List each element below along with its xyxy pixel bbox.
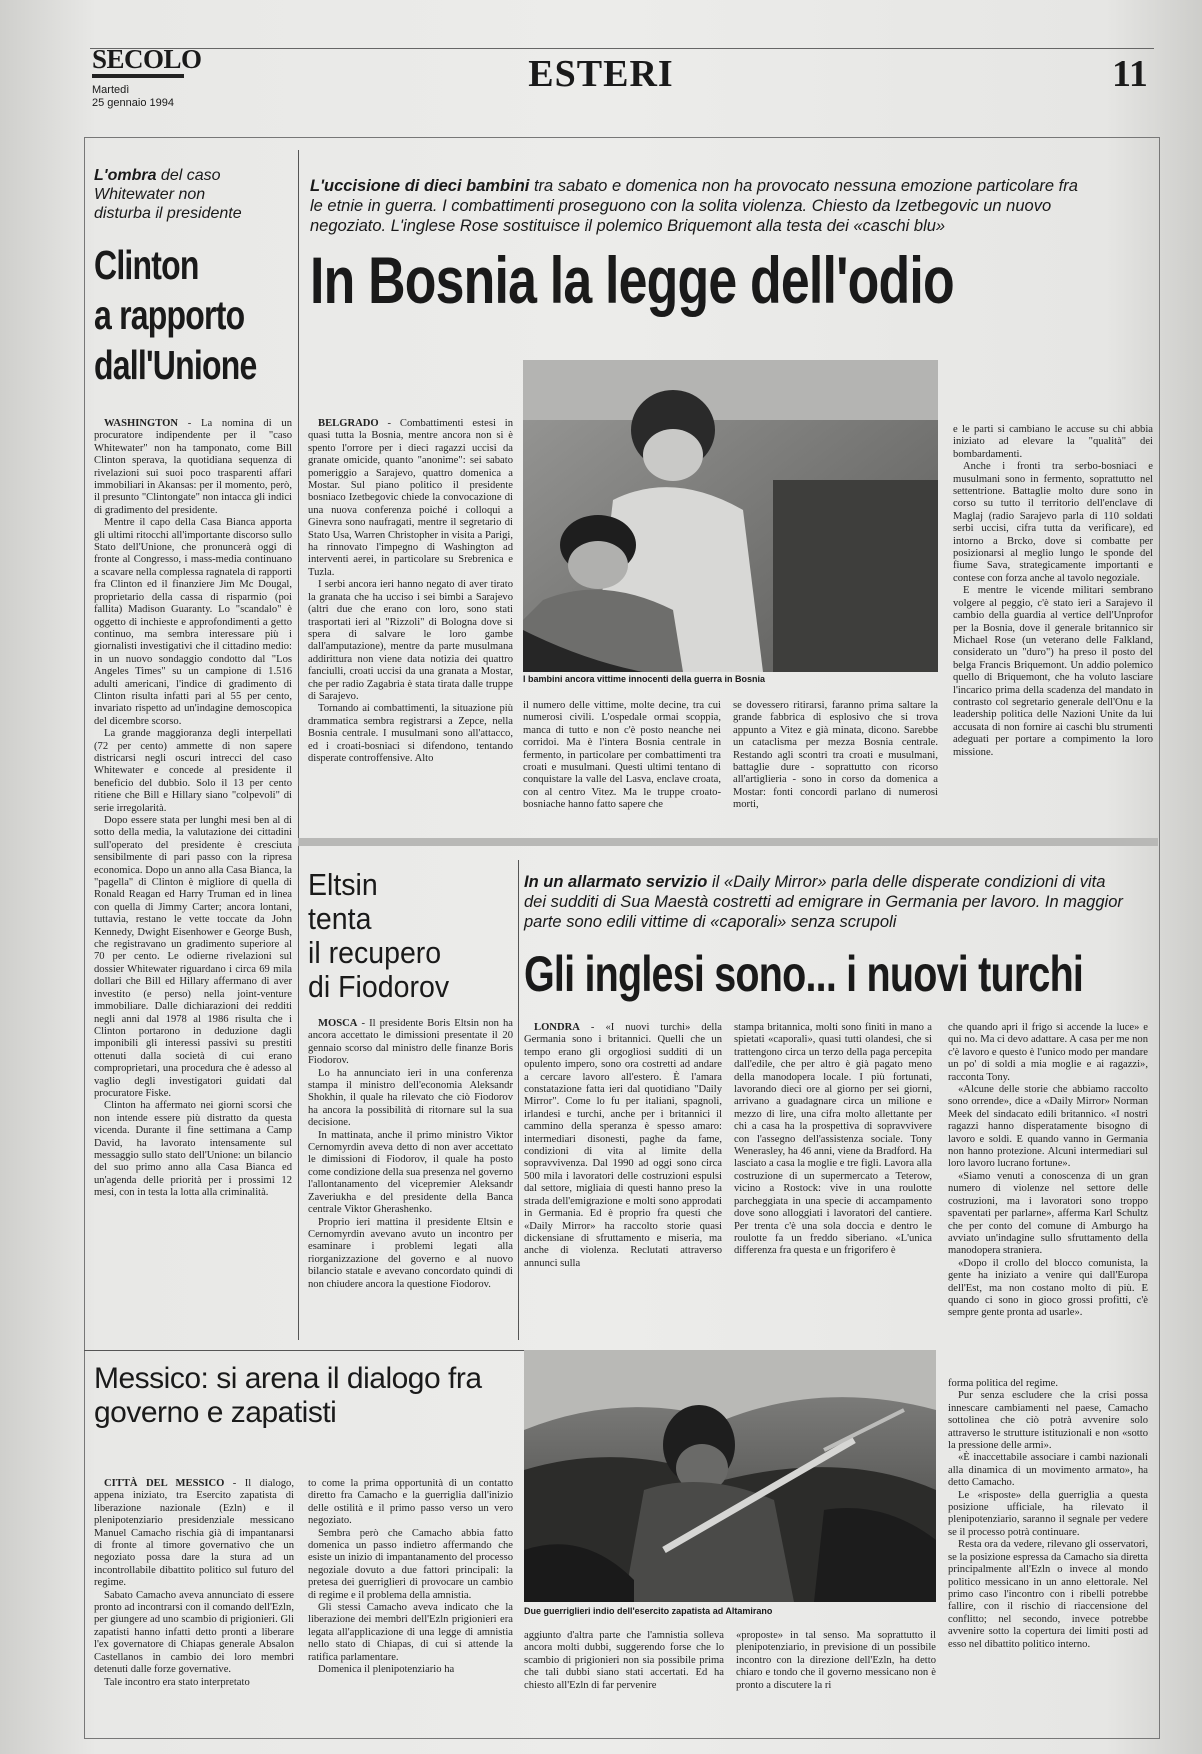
bosnia-photo-image	[523, 360, 938, 672]
section-band	[298, 838, 1158, 846]
eltsin-paragraph-3: In mattinata, anche il primo ministro Viktor Cernomyrdin aveva detto di non aver accettato le dimissioni di Fiodorov, il quale ha posto come condizione della sua presenza nel governo l'allontanamento del vicepremier Aleksandr Zaveriukha e del presidente della Banca centrale Viktor Gherashenko.	[308, 1129, 513, 1216]
messico-paragraph-1: Il dialogo, appena iniziato, tra Esercito zapatista di liberazione nazionale (Ezln) e il plenipotenziario presidenziale messicano Manuel Camacho rischia già di impantanarsi di fronte al timore governativo che un negoziato possa dare la stura ad un incontrollabile dibattito politico sul futuro del regime.	[94, 1478, 295, 1589]
messico-col2-paragraph-4: Domenica il plenipotenziario ha	[318, 1664, 455, 1676]
inglesi-kicker-rest: il «Daily Mirror» parla delle disperate condizioni di vita dei sudditi di Sua Maestà costretti ad emigrare in Germania per lavoro. In maggior parte sono edili vittime di «caporali» senza scrupoli	[524, 873, 1123, 931]
eltsin-paragraph-1: Il presidente Boris Eltsin non ha ancora accettato le dimissioni presentate il 20 gennaio scorso dal ministro delle finanze Boris Fiodorov.	[308, 1018, 513, 1067]
messico-col2-paragraph-1: to come la prima opportunità di un contatto diretto fra Camacho e la guerriglia dall'inizio delle ostilità e il primo passo verso un vero negoziato.	[308, 1478, 513, 1527]
clinton-paragraph-2: Mentre il capo della Casa Bianca apporta gli ultimi ritocchi all'importante discorso sullo Stato dell'Unione, che pronuncerà oggi di fronte al Congresso, i mass-media continuano a scavare nella complessa ragnatela di rapporti fra Clinton ed il finanziere Jim Mc Dougal, proprietario della cassa di risparmio (poi fallita) Madison Guaranty. Lo "scandalo" è oggetto di inchieste e approfondimenti a getto continuo, ma sembra interessare più i giornalisti investigativi che il cittadino medio: in un nuovo sondaggio condotto dal "Los Angeles Times" su un campione di 1.516 adulti americani, l'indice di gradimento di Clinton risulta infatti pari al 55 per cento, invariato rispetto ad un'indagine demoscopica del dicembre scorso.	[94, 517, 292, 727]
bosnia-body-col-1: BELGRADO - Combattimenti estesi in quasi tutta la Bosnia, mentre ancora non si è spento l'orrore per i dieci ragazzi uccisi da granate omicide, quanto "anonime": sei sabato pomeriggio a Sarajevo, quattro domenica a Mostar. Sul piano politico il presidente bosniaco Izetbegovic chiede la convocazione di una nuova conferenza poiché i colloqui a Ginevra sono naufragati, mentre il segretario di Stato Usa, Warren Christopher in visita a Parigi, ha rinnovato l'impegno di Washington ad interventi aerei, in particolare su Srebrenica e Tuzla. I serbi ancora ieri hanno negato di aver tirato la granata che ha ucciso i sei bimbi a Sarajevo (altri due che erano con loro, sono stati trasportati ieri al "Rizzoli" di Bologna dove si spera di salvare le loro gambe dall'amputazione), mentre da parte musulmana addirittura non viene data notizia dei quattro fanciulli, croati uccisi da una granata a Mostar, che per radio Zagabria è stata tirata dalle truppe di Sarajevo. Tornando ai combattimenti, la situazione più drammatica sembra registrarsi a Zepce, nella Bosnia centrale. I musulmani sono all'attacco, ed i croati-bosniaci si difendono, tentando disperate controffensive. Alto	[308, 418, 513, 764]
messico-col5-paragraph-5: Resta ora da vedere, rilevano gli osservatori, se la posizione espressa da Camacho sia diretta principalmente all'Ezln o invece al mondo politico messicano in un anno elettorale. Nel primo caso l'incontro con i ribelli potrebbe fallire, con il rischio di riaccensione del conflitto; nel secondo, invece potrebbe avvenire sotto la copertura dei limiti posti ad esso nel dibattito politico interno.	[948, 1539, 1148, 1650]
inglesi-col3-paragraph-2: «Alcune delle storie che abbiamo raccolto sono orrende», dice a «Daily Mirror» Norman Meek del sindacato edili britannico. «I nostri ragazzi hanno disperatamente bisogno di lavoro e soldi. E quando vanno in Germania non hanno protezione. Alcuni intermediari sul loro lavoro lucrano fortune».	[948, 1084, 1148, 1170]
messico-dateline: CITTÀ DEL MESSICO	[104, 1478, 225, 1489]
bosnia-col4-paragraph-2: Anche i fronti tra serbo-bosniaci e musulmani sono in fermento, soprattutto nel settentrione. Battaglie molto dure sono in corso su tutto il territorio dell'enclave di Maglaj (radio Sarajevo parla di 110 soldati serbi uccisi, cifra tutta da verificare), ed intorno a Brcko, dove si combatte per posizionarsi al meglio lungo le sponde del fiume Sava, strategicamente importanti e contese con forza anche al tavolo negoziale.	[953, 461, 1153, 584]
messico-paragraph-3: Tale incontro era stato interpretato	[104, 1676, 250, 1688]
section-rule	[84, 1350, 524, 1351]
bosnia-col2-text: il numero delle vittime, molte decine, tra cui numerosi civili. L'ospedale ormai scoppia, manca di tutto e non c'è posto neanche nei corridoi. Ma è l'intera Bosnia centrale in fermento, in particolare per combattimenti tra croati e musulmani. Questi ultimi tentano di conquistare la valle del Lasva, enclave croata, con al centro Vitez. Ma le truppe croato-bosniache hanno fatto sapere che	[523, 700, 721, 811]
page-number: 11	[1112, 53, 1148, 95]
bosnia-col4-paragraph-1: e le parti si cambiano le accuse su chi abbia iniziato ad elevare la "qualità" dei bombardamenti.	[953, 424, 1153, 460]
eltsin-headline-line-1: Eltsin	[308, 867, 378, 902]
messico-photo	[524, 1350, 936, 1602]
top-rule	[90, 48, 1154, 49]
messico-photo-caption: Due guerriglieri indio dell'esercito zapatista ad Altamirano	[524, 1606, 773, 1616]
messico-col2-paragraph-3: Gli stessi Camacho aveva indicato che la liberazione dei membri dell'Ezln prigionieri era legata all'applicazione di una legge di amnistia nello stato di Chiapas, di cui si attende la ratifica parlamentare.	[308, 1602, 513, 1663]
clinton-paragraph-3: La grande maggioranza degli interpellati (72 per cento) ammette di non sapere districarsi negli oscuri intrecci del caso Whitewater e concede al presidente il beneficio del dubbio. Solo il 13 per cento ritiene che Bill e Hillary siano "colpevoli" di serie irregolarità.	[94, 728, 292, 814]
masthead-date-text: 25 gennaio 1994	[92, 97, 174, 109]
inglesi-kicker	[524, 872, 1124, 932]
clinton-dateline: WASHINGTON	[104, 418, 178, 429]
messico-col5-paragraph-4: Le «risposte» della guerriglia a questa posizione ufficiale, ha rilevato il plenipotenziario, saranno il segnale per vedere se il processo potrà continuare.	[948, 1489, 1148, 1538]
messico-headline: Messico: si arena il dialogo fra governo e zapatisti	[94, 1362, 482, 1429]
clinton-headline-line-3: dall'Unione	[94, 342, 257, 388]
bosnia-photo-caption: I bambini ancora vittime innocenti della guerra in Bosnia	[523, 674, 766, 684]
inglesi-body-col-3	[948, 1022, 1148, 1340]
eltsin-headline-line-2: tenta	[308, 901, 372, 936]
messico-col5-paragraph-1: forma politica del regime.	[948, 1378, 1059, 1389]
column-divider	[518, 860, 519, 1340]
clinton-paragraph-5: Clinton ha affermato nei giorni scorsi che non intende essere più distratto da questa vicenda. Durante il fine settimana a Camp David, ha lavorato intensamente sul messaggio sullo stato dell'Unione: un bilancio del suo primo anno alla Casa Bianca ed un'agenda delle priorità per i prossimi 12 mesi, con in testa la lotta alla criminalità.	[94, 1100, 292, 1199]
clinton-kicker	[94, 166, 259, 223]
bosnia-kicker-rest: tra sabato e domenica non ha provocato nessuna emozione particolare fra le etnie in guerra. I combattimenti proseguono con la solita violenza. Chiesto da Izetbegovic un nuovo negoziato. L'inglese Rose sostituisce il polemico Briquemont alla testa dei «caschi blu»	[310, 177, 1078, 235]
messico-paragraph-2: Sabato Camacho aveva annunciato di essere pronto ad incontrarsi con il comando dell'Ezln, per giungere ad uno scambio di prigionieri. Gli zapatisti hanno infatti detto pronti a liberare l'ex governatore di Chiapas generale Absalon Castellanos in cambio dei loro membri detenuti dalle forze governative.	[94, 1589, 294, 1676]
messico-body-col-1: CITTÀ DEL MESSICO - Il dialogo, appena iniziato, tra Esercito zapatista di liberazione nazionale (Ezln) e il plenipotenziario presidenziale messicano Manuel Camacho rischia già di impantanarsi di fronte al timore governativo che un negoziato possa dare la stura ad un incontrollabile dibattito politico sul futuro del regime. Sabato Camacho aveva annunciato di essere pronto ad incontrarsi con il comando dell'Ezln, per giungere ad uno scambio di prigionieri. Gli zapatisti hanno infatti detto pronti a liberare l'ex governatore di Chiapas generale Absalon Castellanos in cambio dei loro membri detenuti dalle forze governative. Tale incontro era stato interpretato	[94, 1478, 295, 1688]
column-divider	[298, 150, 299, 1340]
messico-col5-paragraph-2: Pur senza escludere che la crisi possa innescare cambiamenti nel paese, Camacho sottolinea che ciò potrà avvenire solo attraverso le strutture istituzionali e non «sotto la pressione delle armi».	[948, 1390, 1148, 1452]
bosnia-paragraph-2: I serbi ancora ieri hanno negato di aver tirato la granata che ha ucciso i sei bimbi a Sarajevo (altri due che erano con loro, sono stati trasportati ieri al "Rizzoli" di Bologna dove si spera di salvare le loro gambe dall'amputazione), mentre da parte musulmana addirittura non viene data notizia dei quattro fanciulli, croati uccisi da una granata a Mostar, che per radio Zagabria è stata tirata dalle truppe di Sarajevo.	[308, 579, 513, 702]
inglesi-dateline: LONDRA	[534, 1022, 580, 1033]
eltsin-headline-line-3: il recupero	[308, 935, 442, 970]
messico-body-col-5	[948, 1378, 1148, 1728]
newspaper-logo: SECOLO	[92, 44, 202, 74]
bosnia-body-col-2	[523, 700, 721, 811]
bosnia-paragraph-1: Combattimenti estesi in quasi tutta la Bosnia, mentre ancora non si è spento l'orrore per i dieci ragazzi uccisi da granate omicide, quanto "anonime": sei sabato pomeriggio a Sarajevo, quattro domenica a Mostar. Sul piano politico il presidente bosniaco Izetbegovic chiede la convocazione di una nuova conferenza poiché i colloqui a Ginevra sono naufragati, mentre il segretario di Stato Usa, Warren Christopher in visita a Parigi, ha rinnovato l'impegno di Washington ad interventi aerei, in particolare su Srebrenica e Tuzla.	[308, 418, 513, 578]
messico-col3-text: aggiunto d'altra parte che l'amnistia solleva ancora molti dubbi, suggerendo forse che lo scambio di prigionieri non sia possibile prima che tali dubbi siano stati accertati. Ed ha chiesto all'Ezln di far pervenire	[524, 1630, 724, 1691]
inglesi-body-col-2	[734, 1022, 932, 1340]
messico-col4-text: «proposte» in tal senso. Ma soprattutto il plenipotenziario, in previsione di un possibile incontro con la direzione dell'Ezln, ha detto chiaro e tondo che il governo messicano non è pronto a discutere la ri	[736, 1630, 936, 1691]
bosnia-paragraph-3: Tornando ai combattimenti, la situazione più drammatica sembra registrarsi a Zepce, nella Bosnia centrale. I musulmani sono all'attacco, ed i croati-bosniaci si difendono, tentando disperate controffensive. Alto	[308, 703, 513, 764]
clinton-headline-line-2: a rapporto	[94, 292, 245, 338]
inglesi-col3-paragraph-3: «Siamo venuti a conoscenza di un gran numero di violenze nel settore delle costruzioni, ma i lavoratori sono troppo spaventati per parlarne», afferma Karl Schultz che per conto del comune di Amburgo ha avviato un'indagine sullo sfruttamento della manodopera straniera.	[948, 1170, 1148, 1257]
messico-body-col-3	[524, 1630, 724, 1728]
bosnia-col4-paragraph-3: E mentre le vicende militari sembrano volgere al peggio, c'è stato ieri a Sarajevo il cambio della guardia al vertice dell'Unprofor per la Bosnia, dove il generale britannico sir Michael Rose (un veterano delle Falkland, considerato un "duro") ha preso il posto del belga Francis Briquemont. Un addio polemico quello di Briquemont, che ha voluto lasciare l'incarico prima della scadenza del mandato in contrasto col segretario generale dell'Onu e la leadership politica delle Nazioni Unite da lui accusata di non fornire ai caschi blu strumenti adeguati per portare a compimento la loro missione.	[953, 585, 1153, 758]
eltsin-headline-line-4: di Fiodorov	[308, 969, 450, 1004]
eltsin-headline	[308, 868, 498, 1004]
inglesi-body-col-1: LONDRA - «I nuovi turchi» della Germania sono i britannici. Quelli che un tempo erano gli orgogliosi sudditi di un opulento impero, sono ora costretti ad andare a cercare lavoro all'estero. È l'amara constatazione fatta ieri dal quotidiano "Daily Mirror". Come lo fu per italiani, spagnoli, irlandesi e turchi, anche per i britannici il cammino della speranza è spesso amaro: intermediari disonesti, paghe da fame, condizioni di vita al limite della sopravvivenza. Dal 1990 ad oggi sono circa 500 mila i lavoratori delle costruzioni espulsi dal settore, migliaia di questi hanno preso la strada dell'emigrazione e molti sono approdati in Germania. Ed è proprio fra questi che «Daily Mirror» ha raccolto storie quasi dickensiane di sfruttamento e miseria, ma anche di violenza. Reclutati attraverso annunci sulla	[524, 1022, 722, 1269]
bosnia-body-col-4	[953, 424, 1153, 800]
inglesi-col2-text: stampa britannica, molti sono finiti in mano a spietati «caporali», quasi tutti olandesi, che si trattengono circa un terzo della paga percepita dall'edile, che per altro è già pagato meno della manodopera locale. I più fortunati, lavorando dieci ore al giorno per sei giorni, arrivano a guadagnare circa un milione e mezzo di lire, una cifra molto allettante per chi a casa ha la prospettiva di sopravvivere con l'assegno dell'assistenza sociale. Tony Wenerasley, ha 46 anni, viene da Bradford. Ha lasciato a casa la moglie e tre figli. Lavora alla costruzione di un supermercato a Teterow, vicino a Rostock: vive in una roulotte parcheggiata in una specie di accampamento dove sono alloggiati i lavoratori del cantiere. Per trenta c'è una sola doccia e dentro le roulotte fa un freddo siberiano. «L'unica differenza fra questa e un frigorifero è	[734, 1022, 932, 1257]
bosnia-body-col-3	[733, 700, 938, 811]
messico-body-col-2	[308, 1478, 513, 1728]
messico-col2-paragraph-2: Sembra però che Camacho abbia fatto domenica un passo indietro affermando che esiste un inizio di impantanamento del processo negoziale dovuto a due fattori principali: la pretesa dei guerriglieri di provocare un cambio di regime e il problema della amnistia.	[308, 1527, 513, 1601]
masthead-day: Martedì	[92, 84, 130, 96]
messico-body-col-4	[736, 1630, 936, 1728]
clinton-body: WASHINGTON - La nomina di un procuratore indipendente per il "caso Whitewater" non ha tamponato, come Bill Clinton sperava, la quotidiana sequenza di rivelazioni sui suoi poco trasparenti affari immobiliari in Akansas: per il momento, però, il presunto "Clintongate" non intacca gli indici di gradimento del presidente. Mentre il capo della Casa Bianca apporta gli ultimi ritocchi all'importante discorso sullo Stato dell'Unione, che pronuncerà oggi di fronte al Congresso, i mass-media continuano a scavare nella complessa ragnatela di rapporti fra Clinton ed il finanziere Jim Mc Dougal, proprietario della cassa di risparmio (poi fallita) Madison Guaranty. Lo "scandalo" è oggetto di inchieste e approfondimenti a getto continuo, ma sembra interessare più i giornalisti investigativi che il cittadino medio: in un nuovo sondaggio condotto dal "Los Angeles Times" su un campione di 1.516 adulti americani, l'indice di gradimento di Clinton risulta infatti pari al 55 per cento, invariato rispetto ad un'indagine demoscopica del dicembre scorso. La grande maggioranza degli interpellati (72 per cento) ammette di non sapere districarsi negli oscuri intrecci del caso Whitewater e concede al presidente il beneficio del dubbio. Solo il 13 per cento ritiene che Bill e Hillary siano "colpevoli" di serie irregolarità. Dopo essere stata per lunghi mesi ben al di sotto della media, la valutazione dei cittadini sull'operato del presidente è cresciuta sensibilmente di pari passo con la ripresa economica. Dopo un anno alla Casa Bianca, la "pagella" di Clinton è migliore di quella di Ronald Reagan ed Harry Truman ed in linea con quella di Jimmy Carter; ancora lontani, tuttavia, restano le vette toccate da John Kennedy, Dwight Eisenhower e George Bush, che registravano un gradimento superiore al 70 per cento. Le odierne rivelazioni sul dossier Whitewater riguardano i circa 69 mila dollari che Bill ed Hillary affermano di aver investito (e perso) nella joint-venture immobiliare. Dalle dichiarazioni dei redditi negli anni dal 1978 al 1986 risulta che i Clinton portarono in deduzione dagli imponibili gli interessi passivi su prestiti ottenuti dalla società di cui erano comproprietari, una procedura che è adesso al vaglio degli investigatori guidati dal procuratore Fiske. Clinton ha affermato nei giorni scorsi che non intende essere più distratto da questa vicenda. Durante il fine settimana a Camp David, ha lavorato intensamente sul messaggio sullo stato dell'Unione: un bilancio del suo primo anno alla Casa Bianca ed un'agenda delle priorità per i prossimi 12 mesi, con in testa la lotta alla criminalità.	[94, 418, 293, 1199]
clinton-paragraph-4: Dopo essere stata per lunghi mesi ben al di sotto della media, la valutazione dei cittadini sull'operato del presidente è cresciuta sensibilmente di pari passo con la ripresa economica. Dopo un anno alla Casa Bianca, la "pagella" di Clinton è migliore di quella di Ronald Reagan ed Harry Truman ed in linea con quella di Jimmy Carter; ancora lontani, tuttavia, restano le vette toccate da John Kennedy, Dwight Eisenhower e George Bush, che registravano un gradimento superiore al 70 per cento. Le odierne rivelazioni sul dossier Whitewater riguardano i circa 69 mila dollari che Bill ed Hillary affermano di aver investito (e perso) nella joint-venture immobiliare. Dalle dichiarazioni dei redditi negli anni dal 1978 al 1986 risulta che i Clinton portarono in deduzione dagli imponibili gli interessi passivi su prestiti ottenuti dalla società di cui erano comproprietari, una procedura che è adesso al vaglio degli investigatori guidati dal procuratore Fiske.	[94, 815, 292, 1099]
section-title: ESTERI	[528, 53, 674, 95]
bosnia-dateline: BELGRADO	[318, 418, 379, 429]
inglesi-col3-paragraph-4: «Dopo il crollo del blocco comunista, la gente ha iniziato a venire qui dall'Europa dell'Est, ma non costano molto di più. E quando ci sono in gioco grossi profitti, c'è sempre gente pronta ad usarle».	[948, 1257, 1148, 1319]
clinton-headline	[94, 240, 284, 390]
messico-photo-image	[524, 1350, 936, 1602]
clinton-paragraph-1: La nomina di un procuratore indipendente per il "caso Whitewater" non ha tamponato, come Bill Clinton sperava, la quotidiana sequenza di rivelazioni sui suoi poco trasparenti affari immobiliari in Akansas: per il momento, però, il presunto "Clintongate" non intacca gli indici di gradimento del presidente.	[94, 418, 293, 516]
clinton-kicker-bold: L'ombra	[94, 167, 157, 184]
eltsin-dateline: MOSCA	[318, 1018, 358, 1029]
bosnia-photo	[523, 360, 938, 672]
inglesi-col3-paragraph-1: che quando apri il frigo si accende la luce» e qui no. Ma ci devo adattare. A casa per me non c'è lavoro e questo è l'unico modo per mandare un po' di soldi a mia moglie e ai ragazzi», racconta Tony.	[948, 1022, 1148, 1083]
bosnia-kicker	[310, 176, 1090, 236]
bosnia-kicker-bold: L'uccisione di dieci bambini	[310, 177, 530, 195]
clinton-headline-line-1: Clinton	[94, 242, 199, 288]
bosnia-col3-text: se dovessero ritirarsi, faranno prima saltare la grande fabbrica di esplosivo che si trova appunto a Vitez e già minata, dicono. Sarebbe un cataclisma per mezza Bosnia centrale. Restando agli scontri tra croati e musulmani, battaglie dure - soprattutto con ricorso all'artiglieria - sono in corso da domenica a Mostar: fonti concordi parlano di numerosi morti,	[733, 700, 938, 811]
bosnia-headline: In Bosnia la legge dell'odio	[310, 243, 954, 317]
inglesi-kicker-bold: In un allarmato servizio	[524, 873, 708, 891]
eltsin-paragraph-4: Proprio ieri mattina il presidente Eltsin e Cernomyrdin avevano avuto un incontro per esaminare i problemi legati alla riorganizzazione del governo e al nuovo bilancio statale e avevano concordato quindi di non chiudere ancora la questione Fiodorov.	[308, 1216, 513, 1290]
inglesi-col1-text: «I nuovi turchi» della Germania sono i britannici. Quelli che un tempo erano gli orgogliosi sudditi di un opulento impero, sono ora costretti ad andare a cercare lavoro all'estero. È l'amara constatazione fatta ieri dal quotidiano "Daily Mirror". Come lo fu per italiani, spagnoli, irlandesi e turchi, anche per i britannici il cammino della speranza è spesso amaro: intermediari disonesti, paghe da fame, condizioni di vita al limite della sopravvivenza. Dal 1990 ad oggi sono circa 500 mila i lavoratori delle costruzioni espulsi dal settore, migliaia di questi hanno preso la strada dell'emigrazione e molti sono approdati in Germania. Ed è proprio fra questi che «Daily Mirror» ha raccolto storie quasi dickensiane di sfruttamento e miseria, ma anche di violenza. Reclutati attraverso annunci sulla	[524, 1022, 722, 1269]
inglesi-headline: Gli inglesi sono... i nuovi turchi	[524, 946, 1084, 1002]
clinton-kicker-rest: del caso Whitewater non disturba il presidente	[94, 167, 242, 222]
eltsin-body: MOSCA - Il presidente Boris Eltsin non ha ancora accettato le dimissioni presentate il 20 gennaio scorso dal ministro delle finanze Boris Fiodorov. Lo ha annunciato ieri in una conferenza stampa il ministro dell'economia Aleksandr Shokhin, il quale ha rilevato che ciò Fiodorov ha ancora la possibilità di ritornare sul la sua decisione. In mattinata, anche il primo ministro Viktor Cernomyrdin aveva detto di non aver accettato le dimissioni di Fiodorov, il quale ha posto come condizione della sua presenza nel governo l'allontanamento del vicepremier Aleksandr Zaveriukha e del presidente della Banca centrale Viktor Gherashenko. Proprio ieri mattina il presidente Eltsin e Cernomyrdin avevano avuto un incontro per esaminare i problemi legati alla riorganizzazione del governo e al nuovo bilancio statale e avevano concordato quindi di non chiudere ancora la questione Fiodorov.	[308, 1018, 513, 1290]
eltsin-paragraph-2: Lo ha annunciato ieri in una conferenza stampa il ministro dell'economia Aleksandr Shokhin, il quale ha rilevato che ciò Fiodorov ha ancora la possibilità di ritornare sul la sua decisione.	[308, 1067, 513, 1129]
messico-col5-paragraph-3: «È inaccettabile associare i cambi nazionali alla dinamica di un movimento armato», ha detto Camacho.	[948, 1452, 1148, 1489]
